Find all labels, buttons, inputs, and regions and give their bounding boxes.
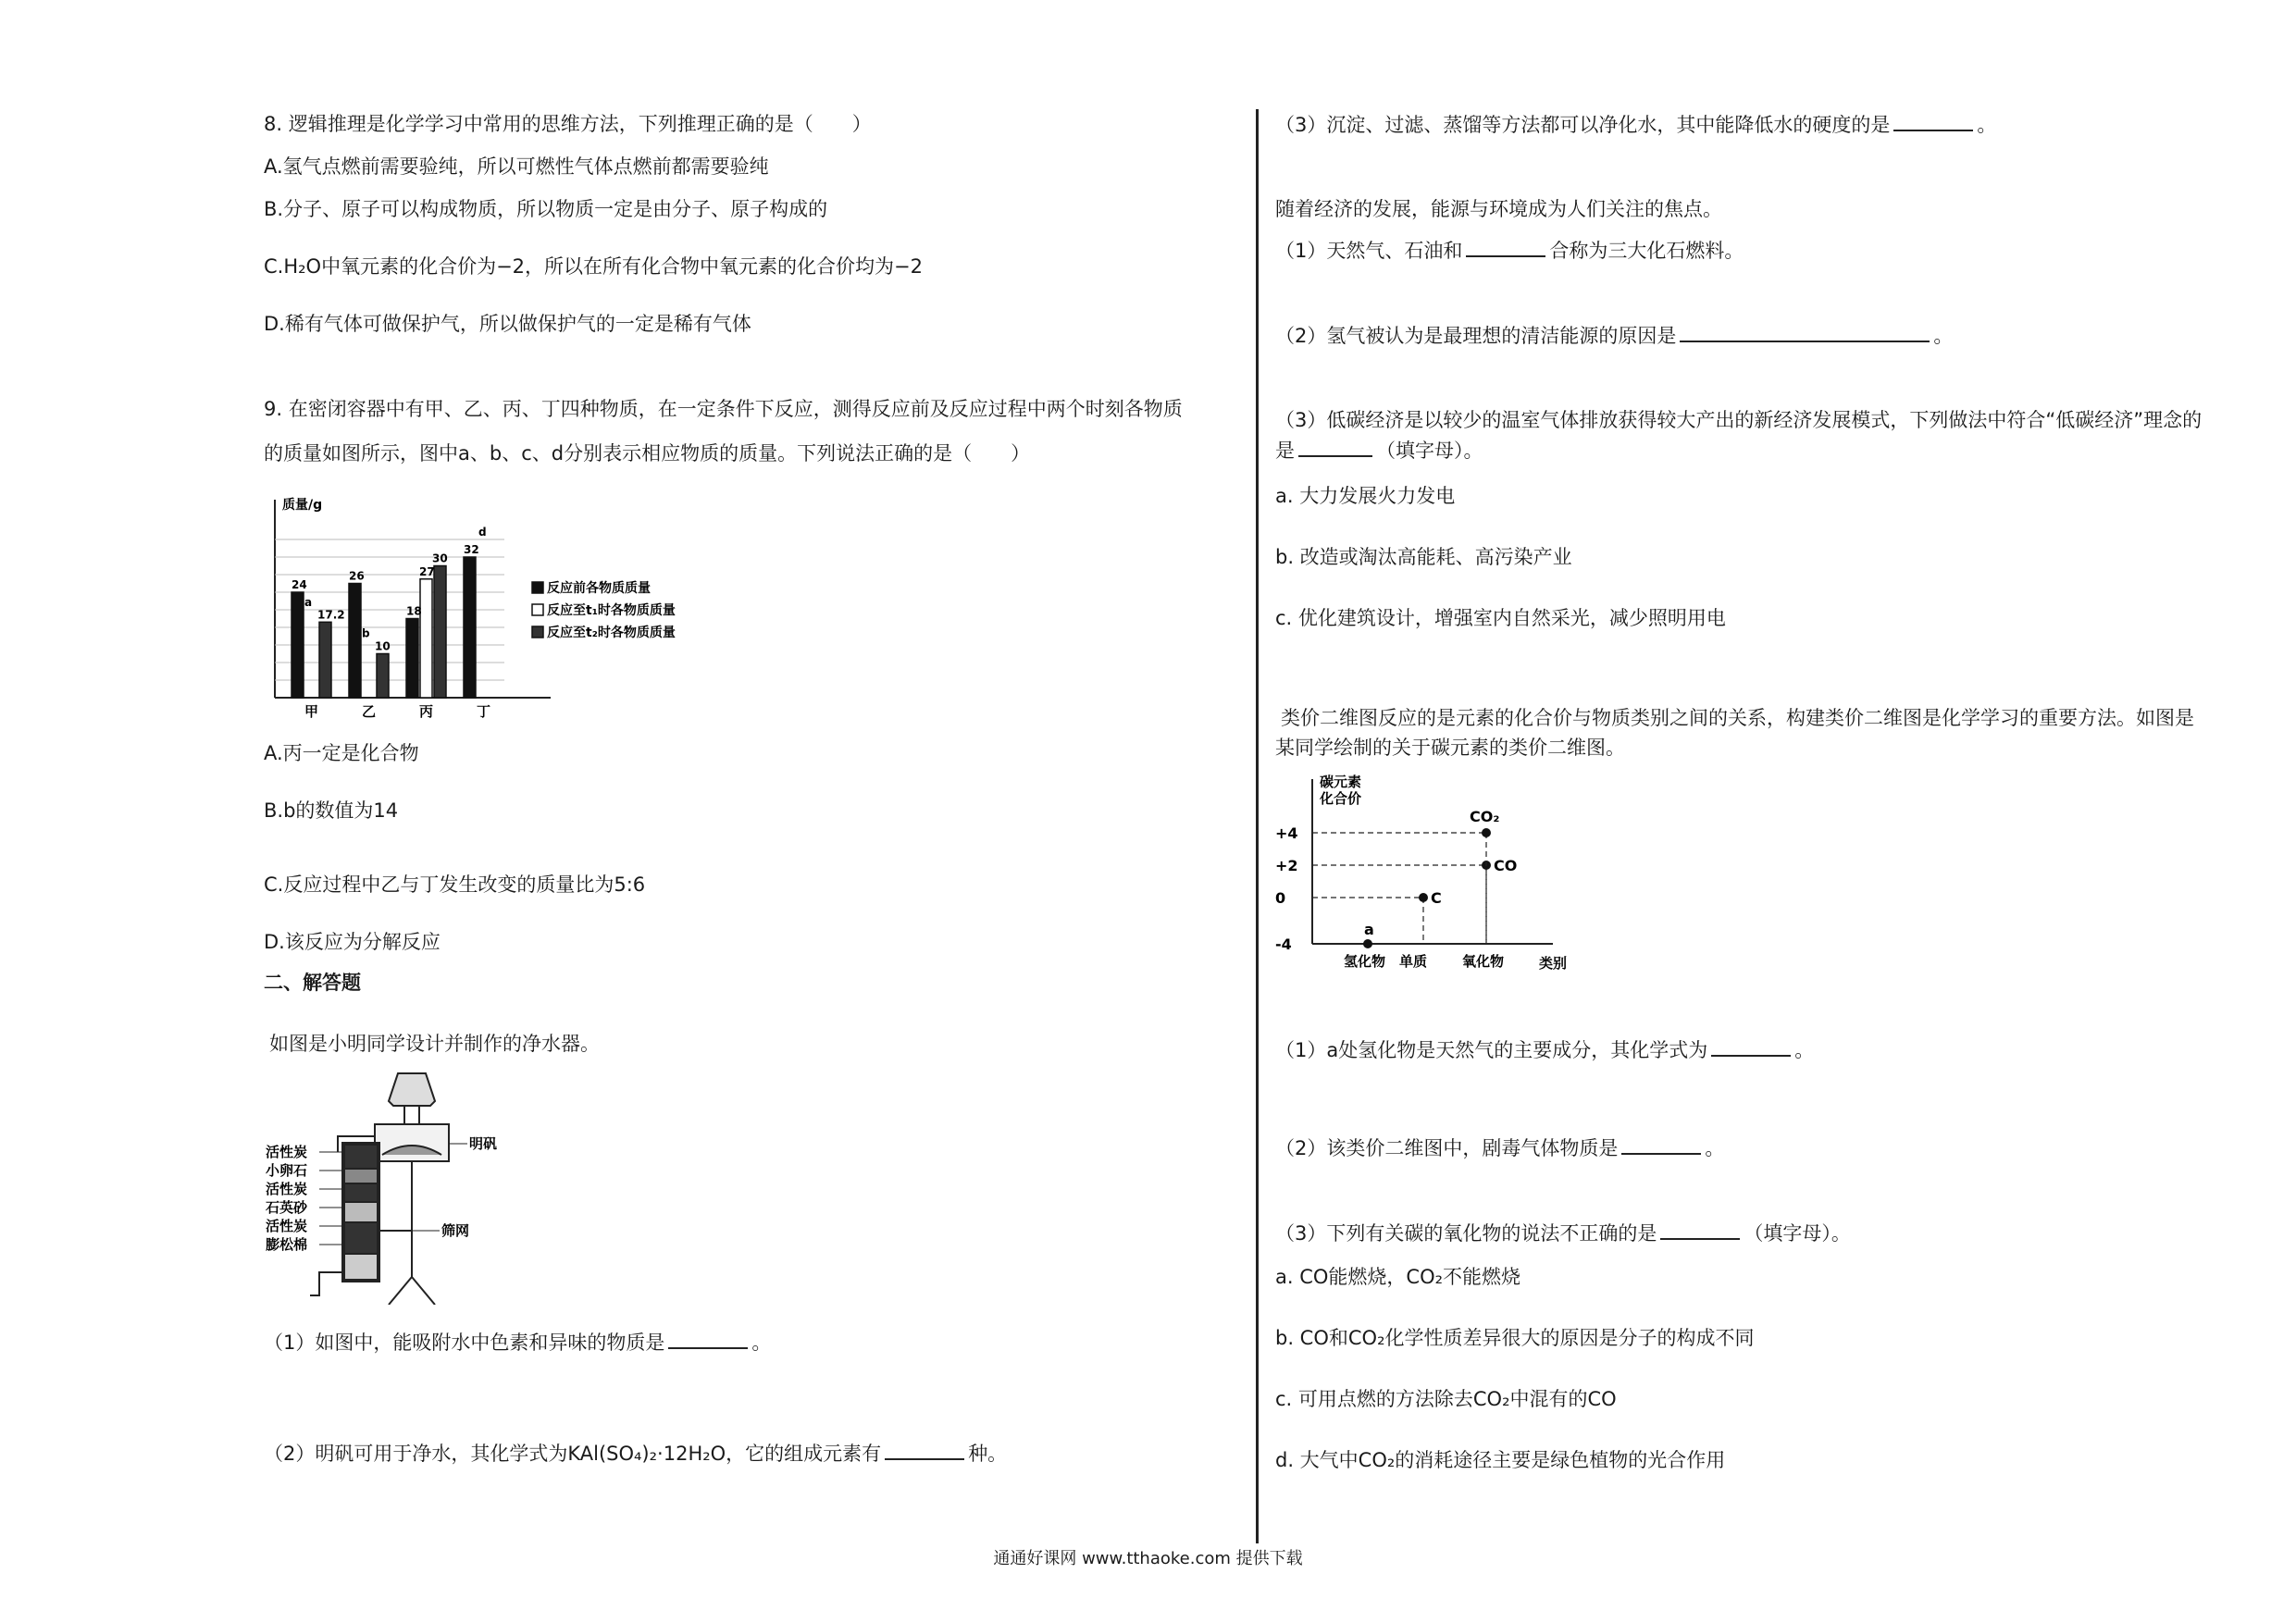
footer-text: 通通好课网 www.tthaoke.com 提供下载 [993, 1549, 1303, 1568]
carbon-option-d: d. 大气中CO₂的消耗途径主要是绿色植物的光合作用 [1275, 1449, 1726, 1471]
answer-blank[interactable] [1621, 1134, 1701, 1155]
bar [464, 557, 476, 698]
layer-label: 膨松棉 [266, 1236, 308, 1253]
carbon-q3-text: （3）下列有关碳的氧化物的说法不正确的是 [1275, 1222, 1657, 1245]
energy-q2-end: 。 [1933, 325, 1954, 347]
column-divider [1256, 109, 1259, 1543]
layer-label: 石英砂 [266, 1199, 308, 1216]
legend-swatch [532, 626, 543, 638]
purifier-q3-text: （3）沉淀、过滤、蒸馏等方法都可以净化水，其中能降低水的硬度的是 [1275, 114, 1891, 136]
carbon-intro-line2: 某同学绘制的关于碳元素的类价二维图。 [1275, 737, 1625, 759]
bar [349, 584, 361, 699]
energy-option-c: c. 优化建筑设计，增强室内自然采光，减少照明用电 [1275, 607, 1726, 629]
data-label: 10 [375, 639, 391, 653]
energy-option-a: a. 大力发展火力发电 [1275, 485, 1456, 507]
x-tick-label: 单质 [1399, 953, 1428, 970]
q8-option-b: B.分子、原子可以构成物质，所以物质一定是由分子、原子构成的 [264, 198, 828, 220]
carbon-q3 [1275, 1220, 1851, 1246]
bar [377, 654, 389, 699]
water-purifier-figure [264, 1064, 541, 1305]
bar [406, 619, 418, 699]
energy-q2-text: （2）氢气被认为是最理想的清洁能源的原因是 [1275, 325, 1677, 347]
bar [319, 622, 331, 698]
carbon-q2-end: 。 [1705, 1137, 1725, 1159]
x-tick-label: 氧化物 [1462, 953, 1505, 970]
layer-label: 活性炭 [266, 1144, 308, 1160]
purifier-q1-text: （1）如图中，能吸附水中色素和异味的物质是 [264, 1332, 665, 1354]
y-axis-label: 质量/g [282, 498, 323, 513]
energy-option-b: b. 改造或淘汰高能耗、高污染产业 [1275, 546, 1572, 568]
y-tick-label: +2 [1275, 857, 1298, 874]
energy-q3-text: 是 [1275, 440, 1295, 462]
y-axis-label: 化合价 [1320, 790, 1362, 807]
legend-entry: 反应前各物质质量 [547, 581, 651, 596]
answer-blank[interactable] [1711, 1036, 1791, 1057]
data-label: 26 [349, 569, 365, 583]
x-tick-label: 丁 [477, 703, 491, 720]
data-label: 17.2 [317, 608, 345, 622]
q8-stem: 8. 逻辑推理是化学学习中常用的思维方法，下列推理正确的是（ ） [264, 113, 872, 135]
data-label: 27 [419, 564, 435, 578]
q9-option-c: C.反应过程中乙与丁发生改变的质量比为5:6 [264, 873, 646, 896]
data-label: 32 [464, 543, 479, 556]
data-label: 30 [432, 551, 448, 565]
q8-option-d: D.稀有气体可做保护气，所以做保护气的一定是稀有气体 [264, 313, 751, 335]
point [1419, 893, 1428, 902]
purifier-q1-end: 。 [751, 1332, 772, 1354]
energy-q1-text: （1）天然气、石油和 [1275, 240, 1463, 262]
layer-label: 活性炭 [266, 1181, 308, 1197]
q8-option-c: C.H₂O中氧元素的化合价为−2，所以在所有化合物中氧元素的化合价均为−2 [264, 255, 923, 278]
energy-q3-line2 [1275, 437, 1483, 464]
x-tick-label: 甲 [304, 703, 319, 720]
q9-stem-line1: 9. 在密闭容器中有甲、乙、丙、丁四种物质，在一定条件下反应，测得反应前及反应过程中两个时刻各物质 [264, 398, 1183, 420]
layer-label: 活性炭 [266, 1218, 308, 1234]
carbon-option-a: a. CO能燃烧，CO₂不能燃烧 [1275, 1266, 1521, 1288]
data-label: d [478, 526, 487, 539]
bar [420, 579, 432, 698]
data-label: b [362, 626, 370, 640]
carbon-q3-end: （填字母）。 [1744, 1222, 1851, 1245]
data-label: 18 [406, 604, 422, 618]
answer-blank[interactable] [1660, 1220, 1740, 1240]
carbon-q1 [1275, 1036, 1814, 1063]
point-label: a [1364, 921, 1374, 938]
answer-blank[interactable] [1893, 111, 1973, 131]
x-tick-label: 乙 [362, 703, 377, 720]
legend-swatch [532, 582, 543, 593]
carbon-intro-line1: 类价二维图反应的是元素的化合价与物质类别之间的关系，构建类价二维图是化学学习的重要方法。如图是 [1281, 707, 2194, 729]
alum-label: 明矾 [469, 1135, 498, 1152]
y-tick-label: 0 [1275, 889, 1286, 907]
answer-blank[interactable] [1680, 322, 1930, 342]
mass-bar-chart [264, 489, 726, 720]
energy-q3-line1: （3）低碳经济是以较少的温室气体排放获得较大产出的新经济发展模式，下列做法中符合“低碳经济”理念的 [1275, 409, 2203, 431]
point [1363, 939, 1372, 948]
purifier-q2 [264, 1440, 1007, 1467]
carbon-option-b: b. CO和CO₂化学性质差异很大的原因是分子的构成不同 [1275, 1327, 1755, 1349]
section-heading: 二、解答题 [264, 972, 361, 994]
carbon-q1-end: 。 [1794, 1039, 1815, 1061]
energy-intro: 随着经济的发展，能源与环境成为人们关注的焦点。 [1275, 198, 1722, 220]
x-tick-label: 丙 [419, 703, 434, 720]
bar [292, 592, 304, 698]
data-label: a [304, 596, 313, 609]
bar [434, 566, 446, 699]
x-tick-label: 氢化物 [1344, 953, 1386, 970]
point-label: C [1431, 889, 1442, 907]
answer-blank[interactable] [885, 1440, 964, 1460]
point-label: CO [1494, 857, 1518, 874]
legend-swatch [532, 604, 543, 615]
purifier-q3 [1275, 111, 1996, 138]
purifier-intro: 如图是小明同学设计并制作的净水器。 [269, 1033, 600, 1055]
answer-blank[interactable] [668, 1329, 748, 1349]
legend-entry: 反应至t₁时各物质质量 [547, 603, 676, 618]
energy-q2 [1275, 322, 1953, 349]
y-axis-label: 碳元素 [1320, 774, 1362, 790]
q9-option-d: D.该反应为分解反应 [264, 931, 441, 953]
carbon-valence-chart [1275, 768, 1590, 990]
carbon-q2 [1275, 1134, 1724, 1161]
y-tick-label: +4 [1275, 824, 1298, 842]
layer-label: 小卵石 [266, 1162, 308, 1179]
carbon-q2-text: （2）该类价二维图中，剧毒气体物质是 [1275, 1137, 1619, 1159]
q9-option-a: A.丙一定是化合物 [264, 742, 419, 764]
q9-stem-line2: 的质量如图所示，图中a、b、c、d分别表示相应物质的质量。下列说法正确的是（ ） [264, 442, 1031, 465]
answer-blank[interactable] [1466, 237, 1545, 257]
q9-option-b: B.b的数值为14 [264, 799, 399, 822]
energy-q1 [1275, 237, 1744, 264]
energy-q3-end: （填字母）。 [1376, 440, 1483, 462]
point-label: CO₂ [1470, 808, 1500, 825]
point [1482, 828, 1491, 837]
purifier-q3-end: 。 [1977, 114, 1997, 136]
q8-option-a: A.氢气点燃前需要验纯，所以可燃性气体点燃前都需要验纯 [264, 155, 769, 178]
answer-blank[interactable] [1298, 437, 1372, 457]
purifier-q2-text: （2）明矾可用于净水，其化学式为KAl(SO₄)₂·12H₂O，它的组成元素有 [264, 1443, 882, 1465]
carbon-q1-text: （1）a处氢化物是天然气的主要成分，其化学式为 [1275, 1039, 1708, 1061]
sieve-label: 筛网 [441, 1222, 470, 1239]
data-label: 24 [292, 578, 307, 591]
y-tick-label: -4 [1275, 935, 1292, 953]
energy-q1-end: 合称为三大化石燃料。 [1549, 240, 1744, 262]
x-axis-label: 类别 [1539, 955, 1568, 972]
legend-entry: 反应至t₂时各物质质量 [547, 626, 676, 640]
purifier-q2-end: 种。 [968, 1443, 1008, 1465]
carbon-option-c: c. 可用点燃的方法除去CO₂中混有的CO [1275, 1388, 1617, 1410]
purifier-q1 [264, 1329, 771, 1356]
